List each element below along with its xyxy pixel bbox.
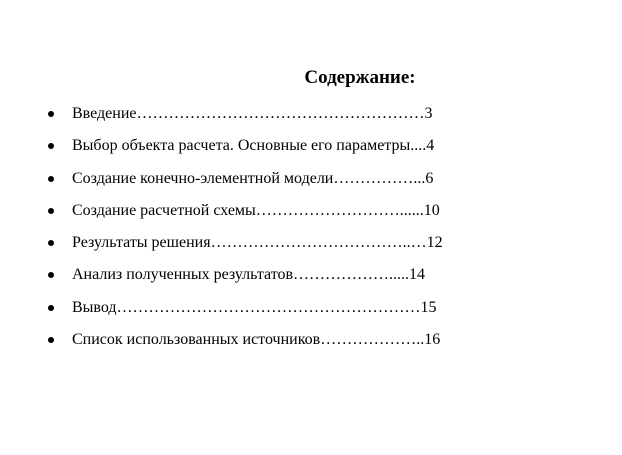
bullet-icon bbox=[48, 272, 54, 278]
toc-entry-text: Создание конечно-элементной модели……………...6 bbox=[72, 169, 434, 187]
bullet-icon bbox=[48, 176, 54, 182]
toc-title: Содержание: bbox=[304, 67, 416, 88]
toc-entry-text: Список использованных источников………………..16 bbox=[72, 331, 441, 349]
bullet-icon bbox=[48, 337, 54, 343]
bullet-icon bbox=[48, 143, 54, 149]
toc-entry-text: Создание расчетной схемы………………………......10 bbox=[72, 201, 440, 219]
bullet-icon bbox=[48, 111, 54, 117]
bullet-icon bbox=[48, 240, 54, 246]
bullet-icon bbox=[48, 305, 54, 311]
toc-entry-text: Результаты решения………………………………..…12 bbox=[72, 234, 443, 252]
bullet-icon bbox=[48, 208, 54, 214]
toc-entry-text: Анализ полученных результатов……………….....14 bbox=[72, 266, 426, 284]
toc-entry-text: Вывод…………………………………………………15 bbox=[72, 298, 437, 316]
toc-entry-text: Введение………………………………………………3 bbox=[72, 105, 433, 122]
toc-entry-text: Выбор объекта расчета. Основные его параметры....4 bbox=[72, 137, 435, 155]
